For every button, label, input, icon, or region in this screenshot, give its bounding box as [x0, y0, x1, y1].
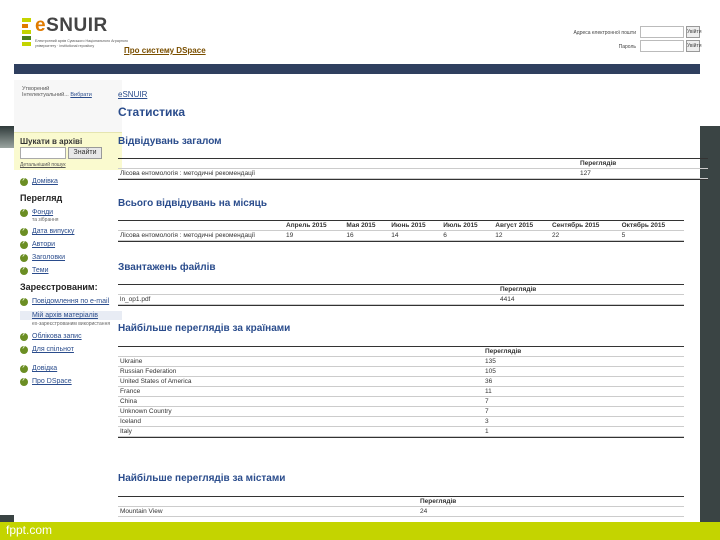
table-row	[118, 417, 684, 427]
country-views: 7	[483, 407, 684, 417]
table-row	[118, 427, 684, 437]
bullet-icon	[20, 346, 28, 354]
country-name: Russian Federation	[118, 367, 483, 377]
month-header: Июнь 2015	[389, 221, 441, 231]
country-name: Iceland	[118, 417, 483, 427]
about-link[interactable]: › Про DSpace	[20, 378, 122, 385]
login-button-2[interactable]: Увійти	[686, 40, 700, 52]
month-header: Мая 2015	[344, 221, 389, 231]
login-button[interactable]: Увійти	[686, 26, 700, 38]
sidebar-selection	[14, 80, 122, 132]
month-header: Август 2015	[493, 221, 550, 231]
password-field[interactable]	[640, 40, 684, 52]
slide-band-green	[0, 522, 720, 540]
registered-item-my-archive[interactable]: Мій архів матеріалів	[20, 311, 122, 320]
web-page	[14, 12, 700, 522]
bullet-icon	[20, 365, 28, 373]
browse-item-date[interactable]: › Дата випуску	[20, 228, 122, 235]
search-box	[14, 132, 122, 170]
selection-line-1: Утворений	[22, 86, 50, 92]
month-value: 19	[284, 231, 344, 241]
country-name: China	[118, 397, 483, 407]
countries-header: Переглядів	[483, 347, 684, 357]
search-label: Шукати в архіві	[20, 137, 83, 146]
bullet-icon	[20, 333, 28, 341]
table-row	[118, 367, 684, 377]
item-name[interactable]: Лісова ентомологія : методичні рекомендації	[118, 231, 284, 241]
home-link[interactable]: › Домівка	[20, 178, 122, 185]
bullet-icon	[20, 178, 28, 186]
fonds-sub[interactable]: та зібрання	[32, 217, 59, 223]
country-name: Ukraine	[118, 357, 483, 367]
bullet-icon	[20, 378, 28, 386]
browse-item-fonds[interactable]: › Фонди	[20, 209, 122, 216]
views-value: 127	[578, 169, 708, 179]
browse-heading: Перегляд	[20, 193, 63, 203]
country-name: Unknown Country	[118, 407, 483, 417]
month-value: 14	[389, 231, 441, 241]
cities-table	[118, 496, 684, 517]
email-field[interactable]	[640, 26, 684, 38]
table-row	[118, 407, 684, 417]
table-row	[118, 231, 684, 241]
country-views: 105	[483, 367, 684, 377]
files-header: Переглядів	[498, 285, 684, 295]
monthly-visits-table	[118, 220, 684, 242]
logo-subtitle: Електронний архів Сумського Національного Аграрного університету · institutional repository	[35, 39, 129, 48]
city-views: 24	[418, 507, 684, 517]
file-downloads-title: Звантажень файлів	[118, 262, 216, 273]
table-row	[118, 295, 684, 305]
month-header: Сентябрь 2015	[550, 221, 620, 231]
logo-icon	[22, 18, 31, 48]
cities-header: Переглядів	[418, 497, 684, 507]
table-row	[118, 377, 684, 387]
select-link[interactable]: Вибрати	[70, 92, 92, 98]
registered-item-notifications[interactable]: › Повідомлення по e-mail	[20, 298, 122, 305]
table-row	[118, 169, 708, 179]
month-value: 12	[493, 231, 550, 241]
browse-item-subjects[interactable]: › Теми	[20, 267, 122, 274]
table-row	[118, 357, 684, 367]
month-header: Июль 2015	[441, 221, 493, 231]
bullet-icon	[20, 228, 28, 236]
registered-note: ex-зареєстрованим використання	[32, 321, 111, 327]
browse-item-authors[interactable]: › Автори	[20, 241, 122, 248]
bullet-icon	[20, 241, 28, 249]
login-form	[550, 26, 700, 54]
table-row	[118, 507, 684, 517]
month-value: 6	[441, 231, 493, 241]
monthly-visits-title: Всього відвідувань на місяць	[118, 198, 267, 209]
bullet-icon	[20, 254, 28, 262]
month-value: 5	[620, 231, 684, 241]
bullet-icon	[20, 267, 28, 275]
month-header: Апрель 2015	[284, 221, 344, 231]
country-views: 36	[483, 377, 684, 387]
country-views: 135	[483, 357, 684, 367]
total-visits-table	[118, 158, 708, 180]
country-views: 7	[483, 397, 684, 407]
month-value: 16	[344, 231, 389, 241]
table-row	[118, 387, 684, 397]
search-button[interactable]: Знайти	[68, 147, 102, 159]
bullet-icon	[20, 209, 28, 217]
top-nav-bar	[14, 64, 700, 74]
countries-title: Найбільше переглядів за країнами	[118, 323, 291, 334]
file-downloads-table	[118, 284, 684, 306]
countries-table	[118, 346, 684, 438]
month-header: Октябрь 2015	[620, 221, 684, 231]
cities-title: Найбільше переглядів за містами	[118, 473, 286, 484]
table-row	[118, 397, 684, 407]
logo[interactable]: eSNUIR	[35, 15, 108, 36]
sidebar	[14, 80, 122, 520]
page-title: Статистика	[118, 105, 186, 119]
about-dspace-link[interactable]: Про систему DSpace	[124, 46, 206, 55]
total-header: Переглядів	[578, 159, 708, 169]
selection-line-2: Інтелектуальний...	[22, 92, 69, 98]
registered-item-account[interactable]: › Облікова запис	[20, 333, 122, 340]
country-views: 11	[483, 387, 684, 397]
search-input[interactable]	[20, 147, 66, 159]
downloads-value: 4414	[498, 295, 684, 305]
total-visits-title: Відвідувань загалом	[118, 136, 222, 147]
item-name[interactable]: Лісова ентомологія : методичні рекомендації	[118, 169, 578, 179]
header	[14, 12, 700, 62]
advanced-search-link[interactable]: Детальніший пошук	[20, 162, 66, 168]
country-views: 3	[483, 417, 684, 427]
country-name: France	[118, 387, 483, 397]
main-content	[118, 80, 700, 522]
email-label: Адреса електронної пошти	[573, 30, 636, 36]
registered-heading: Зареєстрованим:	[20, 282, 98, 292]
registered-item-communities[interactable]: › Для спільнот	[20, 346, 122, 353]
country-name: United States of America	[118, 377, 483, 387]
country-views: 1	[483, 427, 684, 437]
watermark: fppt.com	[6, 523, 53, 537]
breadcrumb[interactable]: eSNUIR	[118, 90, 148, 99]
browse-item-titles[interactable]: › Заголовки	[20, 254, 122, 261]
password-label: Пароль	[618, 44, 636, 50]
bullet-icon	[20, 298, 28, 306]
country-name: Italy	[118, 427, 483, 437]
month-value: 22	[550, 231, 620, 241]
file-name[interactable]: ln_op1.pdf	[118, 295, 498, 305]
city-name: Mountain View	[118, 507, 418, 517]
help-link[interactable]: › Довідка	[20, 365, 122, 372]
slide-band-right	[700, 126, 720, 536]
